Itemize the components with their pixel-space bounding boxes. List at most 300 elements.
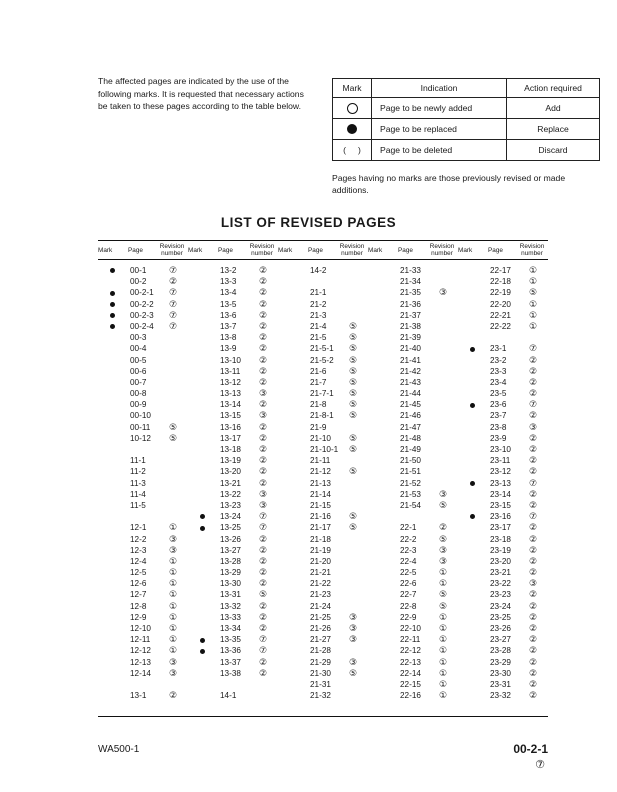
- page-id: 23-28: [490, 646, 511, 656]
- header-indication: Indication: [372, 79, 507, 98]
- marks-row-add: [333, 98, 600, 119]
- page-id: 21-7-1: [310, 389, 334, 399]
- revision-number: ⑤: [438, 499, 448, 510]
- revision-number: ⑦: [528, 511, 538, 522]
- mark-cell: ( ): [333, 140, 372, 161]
- revision-number: ①: [438, 634, 448, 645]
- revision-number: ②: [528, 388, 538, 399]
- revision-number: ⑤: [528, 287, 538, 298]
- revision-number: ②: [528, 533, 538, 544]
- revision-number: ③: [438, 544, 448, 555]
- revision-number: ②: [258, 320, 268, 331]
- revision-number: ①: [438, 656, 448, 667]
- page-id: 21-31: [310, 679, 331, 689]
- intro-text: The affected pages are indicated by the use of the following marks. It is requested that necessary actions be taken to these pages according to the table below.: [98, 76, 304, 111]
- page-id: 11-5: [130, 500, 146, 510]
- page-id: 13-21: [220, 478, 241, 488]
- revision-number: ①: [168, 589, 178, 600]
- page-id: 23-1: [490, 344, 507, 354]
- page-id: 21-39: [400, 333, 421, 343]
- page-id: 10-12: [130, 433, 151, 443]
- page-id: 13-33: [220, 612, 241, 622]
- page-id: 13-17: [220, 433, 241, 443]
- page-id: 13-38: [220, 668, 241, 678]
- page-id: 21-52: [400, 478, 421, 488]
- revision-number: ②: [258, 276, 268, 287]
- page-id: 21-12: [310, 467, 331, 477]
- page-id: 11-1: [130, 456, 146, 466]
- page-id: 21-6: [310, 366, 327, 376]
- page-id: 13-8: [220, 333, 237, 343]
- page-id: 21-14: [310, 489, 331, 499]
- revision-number: ③: [438, 488, 448, 499]
- revision-number: ①: [168, 567, 178, 578]
- revision-number: ①: [438, 578, 448, 589]
- revision-number: ⑦: [168, 309, 178, 320]
- page-id: 21-48: [400, 433, 421, 443]
- revision-number: ⑦: [168, 265, 178, 275]
- page-id: 00-1: [130, 266, 147, 275]
- page-id: 21-37: [400, 310, 421, 320]
- page-id: 00-2-2: [130, 299, 154, 309]
- page-id: 21-53: [400, 489, 421, 499]
- revision-number: ⑤: [348, 522, 358, 533]
- revision-number: ③: [348, 656, 358, 667]
- page-id: 22-13: [400, 657, 421, 667]
- page-id: 22-2: [400, 534, 417, 544]
- page-id: 23-16: [490, 512, 511, 522]
- revision-number: ①: [528, 298, 538, 309]
- page-id: 21-3: [310, 310, 327, 320]
- revision-number: ②: [528, 678, 538, 689]
- page-id: 21-47: [400, 422, 421, 432]
- page-id: 23-7: [490, 411, 507, 421]
- page-id: 23-13: [490, 478, 511, 488]
- page-id: 22-8: [400, 601, 417, 611]
- page-id: 21-45: [400, 400, 421, 410]
- revision-number: ②: [528, 667, 538, 678]
- page-id: 23-32: [490, 691, 511, 701]
- revision-number: ②: [258, 309, 268, 320]
- header-page-label: Page: [218, 247, 233, 254]
- page-id: 23-22: [490, 579, 511, 589]
- header-page-label: Page: [488, 247, 503, 254]
- page-id: 21-43: [400, 377, 421, 387]
- revision-number: ⑤: [438, 600, 448, 611]
- page-id: 22-22: [490, 321, 511, 331]
- page-id: 13-36: [220, 646, 241, 656]
- revision-number: ①: [438, 667, 448, 678]
- page-id: 00-3: [130, 333, 147, 343]
- revision-number: ⑤: [348, 343, 358, 354]
- revision-number: ⑤: [348, 388, 358, 399]
- revision-number: ②: [258, 578, 268, 589]
- page-id: 13-27: [220, 545, 241, 555]
- revision-number: ③: [438, 287, 448, 298]
- revision-number: ⑤: [348, 399, 358, 410]
- doc-code: WA500-1: [98, 744, 140, 755]
- revision-number: ③: [348, 634, 358, 645]
- replaced-mark-icon: [108, 287, 116, 298]
- page-id: 21-10-1: [310, 445, 339, 454]
- page-id: 00-6: [130, 366, 147, 376]
- revision-number: ⑦: [258, 522, 268, 533]
- revision-number: ②: [258, 365, 268, 376]
- revision-number: ②: [258, 533, 268, 544]
- page-id: 21-9: [310, 422, 327, 432]
- revision-number: ②: [258, 667, 268, 678]
- page-id: 13-7: [220, 321, 237, 331]
- page-id: 21-30: [310, 668, 331, 678]
- revision-number: ②: [258, 332, 268, 343]
- page-id: 00-2-3: [130, 310, 154, 320]
- revision-number: ②: [528, 466, 538, 477]
- page-id: 13-18: [220, 445, 241, 454]
- revision-number: ⑤: [348, 511, 358, 522]
- revision-number: ②: [528, 567, 538, 578]
- revision-number: ②: [258, 567, 268, 578]
- revision-number: ⑤: [348, 466, 358, 477]
- marks-legend-table: [332, 78, 600, 161]
- page-id: 21-28: [310, 646, 331, 656]
- page-id: 21-33: [400, 266, 421, 275]
- header-page-label: Page: [308, 247, 323, 254]
- page-id: 21-29: [310, 657, 331, 667]
- page-id: 13-26: [220, 534, 241, 544]
- page-id: 12-4: [130, 556, 147, 566]
- page-id: 21-54: [400, 500, 421, 510]
- revision-number: ①: [438, 690, 448, 701]
- page-id: 13-28: [220, 556, 241, 566]
- page-id: 12-12: [130, 646, 151, 656]
- page-id: 11-3: [130, 478, 146, 488]
- page-id: 12-10: [130, 624, 151, 633]
- revision-number: ②: [258, 376, 268, 387]
- revision-number: ②: [528, 600, 538, 611]
- revision-number: ③: [348, 623, 358, 633]
- header-mark: Mark: [333, 79, 372, 98]
- revision-number: ①: [438, 567, 448, 578]
- revision-number: ③: [258, 488, 268, 499]
- revision-number: ①: [168, 611, 178, 622]
- revision-number: ②: [528, 488, 538, 499]
- page-id: 13-12: [220, 377, 241, 387]
- marks-table-header: [333, 79, 600, 98]
- filled-circle-icon: [347, 124, 357, 134]
- page-id: 13-13: [220, 389, 241, 399]
- revision-number: ⑤: [348, 354, 358, 365]
- page-id: 23-2: [490, 355, 507, 365]
- page-id: 21-44: [400, 389, 421, 399]
- page-id: 14-2: [310, 266, 327, 275]
- mark-cell: [333, 119, 372, 140]
- page-id: 12-2: [130, 534, 147, 544]
- revision-number: ①: [168, 522, 178, 533]
- action-cell: Add: [507, 98, 600, 119]
- page-id: 21-11: [310, 456, 331, 466]
- page-id: 21-19: [310, 545, 331, 555]
- revision-number: ⑦: [258, 645, 268, 656]
- revision-number: ②: [528, 656, 538, 667]
- page-id: 23-4: [490, 377, 507, 387]
- revision-number: ②: [528, 555, 538, 566]
- revision-number: ①: [168, 600, 178, 611]
- indication-cell: Page to be deleted: [372, 140, 507, 161]
- revision-number: ①: [528, 320, 538, 331]
- page-id: 23-21: [490, 568, 511, 578]
- page-id: 23-17: [490, 523, 511, 533]
- page-id: 13-11: [220, 366, 241, 376]
- revision-number: ①: [528, 276, 538, 287]
- page-id: 13-24: [220, 512, 241, 522]
- page-id: 13-22: [220, 489, 241, 499]
- page-id: 21-40: [400, 344, 421, 354]
- header-page-label: Page: [128, 247, 143, 254]
- revision-number: ③: [168, 533, 178, 544]
- header-revision-label: Revision number: [339, 243, 365, 257]
- revision-number: ⑤: [348, 667, 358, 678]
- revision-number: ②: [528, 365, 538, 376]
- page-id: 22-11: [400, 635, 421, 645]
- page-id: 22-19: [490, 288, 511, 298]
- revision-number: ②: [528, 499, 538, 510]
- indication-cell: Page to be newly added: [372, 98, 507, 119]
- page-id: 23-5: [490, 389, 507, 399]
- page-id: 12-6: [130, 579, 147, 589]
- revision-number: ⑦: [258, 511, 268, 522]
- revision-number: ⑦: [168, 287, 178, 298]
- page-id: 22-16: [400, 691, 421, 701]
- header-rule: [98, 259, 548, 260]
- page-id: 21-15: [310, 500, 331, 510]
- replaced-mark-icon: [468, 399, 476, 410]
- revision-number: ⑦: [168, 320, 178, 331]
- page-id: 23-3: [490, 366, 507, 376]
- header-mark-label: Mark: [188, 247, 203, 254]
- page-id: 13-16: [220, 422, 241, 432]
- revision-number: ①: [168, 645, 178, 656]
- page-id: 13-30: [220, 579, 241, 589]
- page-id: 23-25: [490, 612, 511, 622]
- revision-number: ⑤: [348, 432, 358, 443]
- replaced-mark-icon: [108, 299, 116, 310]
- revision-number: ②: [528, 432, 538, 443]
- revision-number: ①: [168, 578, 178, 589]
- page-id: 21-42: [400, 366, 421, 376]
- page-id: 12-1: [130, 523, 147, 533]
- replaced-mark-icon: [108, 321, 116, 332]
- revision-number: ②: [258, 656, 268, 667]
- revision-number: ②: [258, 421, 268, 432]
- page-id: 21-20: [310, 556, 331, 566]
- replaced-mark-icon: [108, 310, 116, 321]
- page-id: 21-10: [310, 433, 331, 443]
- revision-number: ⑤: [168, 421, 178, 432]
- header-revision-label: Revision number: [519, 243, 545, 257]
- revision-number: ②: [258, 455, 268, 466]
- header-page-label: Page: [398, 247, 413, 254]
- revision-number: ⑦: [258, 634, 268, 645]
- page-id: 00-10: [130, 411, 151, 421]
- revision-number: ②: [528, 645, 538, 656]
- page-id: 12-9: [130, 612, 147, 622]
- revision-number: ③: [348, 611, 358, 622]
- bottom-rule: [98, 716, 548, 717]
- revision-number: ⑤: [258, 589, 268, 600]
- page-id: 00-8: [130, 389, 147, 399]
- page-id: 13-37: [220, 657, 241, 667]
- page-id: 23-8: [490, 422, 507, 432]
- header-revision-label: Revision number: [159, 243, 185, 257]
- revision-number: ⑤: [348, 444, 358, 454]
- page-id: 13-35: [220, 635, 241, 645]
- revision-number: ②: [258, 444, 268, 454]
- page-id: 13-9: [220, 344, 237, 354]
- page-number: 00-2-1: [513, 742, 548, 756]
- page-id: 22-4: [400, 556, 417, 566]
- page-id: 23-29: [490, 657, 511, 667]
- page-id: 11-4: [130, 489, 146, 499]
- page-id: 21-36: [400, 299, 421, 309]
- page-id: 13-32: [220, 601, 241, 611]
- header-revision-label: Revision number: [249, 243, 275, 257]
- page-id: 21-41: [400, 355, 421, 365]
- page-id: 13-34: [220, 624, 241, 633]
- revision-number: ⑦: [528, 477, 538, 488]
- page-id: 23-27: [490, 635, 511, 645]
- revision-number: ③: [528, 421, 538, 432]
- page-id: 12-3: [130, 545, 147, 555]
- replaced-mark-icon: [468, 478, 476, 489]
- page-id: 23-26: [490, 624, 511, 633]
- replaced-mark-icon: [198, 522, 206, 533]
- revision-number: ②: [258, 555, 268, 566]
- page-id: 00-11: [130, 422, 151, 432]
- revision-number: ①: [438, 623, 448, 633]
- page-id: 21-51: [400, 467, 421, 477]
- revision-number: ②: [258, 343, 268, 354]
- page-revision: ⑦: [535, 759, 545, 771]
- revision-number: ②: [258, 298, 268, 309]
- page-id: 21-2: [310, 299, 327, 309]
- page-id: 12-14: [130, 668, 151, 678]
- page-id: 22-6: [400, 579, 417, 589]
- page-id: 21-5-2: [310, 355, 334, 365]
- revision-number: ②: [528, 354, 538, 365]
- page-id: 21-27: [310, 635, 331, 645]
- page-id: 12-8: [130, 601, 147, 611]
- page-id: 13-1: [130, 691, 147, 701]
- page-id: 23-6: [490, 400, 507, 410]
- revision-number: ②: [528, 544, 538, 555]
- page-id: 21-4: [310, 321, 327, 331]
- page-id: 21-8: [310, 400, 327, 410]
- page-id: 23-11: [490, 456, 511, 466]
- marks-row-discard: [333, 140, 600, 161]
- revision-number: ②: [258, 600, 268, 611]
- page-id: 21-25: [310, 612, 331, 622]
- replaced-mark-icon: [468, 343, 476, 354]
- revision-number: ①: [438, 611, 448, 622]
- page-id: 00-2-4: [130, 321, 154, 331]
- page-id: 22-5: [400, 568, 417, 578]
- revision-number: ⑤: [168, 432, 178, 443]
- page-id: 13-29: [220, 568, 241, 578]
- page-id: 23-19: [490, 545, 511, 555]
- header-action: Action required: [507, 79, 600, 98]
- page-id: 21-18: [310, 534, 331, 544]
- page-id: 23-18: [490, 534, 511, 544]
- revision-number: ①: [168, 555, 178, 566]
- revision-number: ②: [528, 634, 538, 645]
- page-id: 23-31: [490, 679, 511, 689]
- revision-number: ②: [528, 376, 538, 387]
- page-id: 21-38: [400, 321, 421, 331]
- header-mark-label: Mark: [98, 247, 113, 254]
- page-id: 12-5: [130, 568, 147, 578]
- page-id: 00-7: [130, 377, 147, 387]
- revision-number: ⑤: [348, 320, 358, 331]
- revision-number: ②: [258, 477, 268, 488]
- page-id: 21-34: [400, 277, 421, 287]
- page-id: 13-2: [220, 266, 237, 275]
- page-id: 23-24: [490, 601, 511, 611]
- no-marks-note: Pages having no marks are those previously revised or made additions.: [332, 173, 566, 195]
- revision-number: ⑤: [348, 376, 358, 387]
- page-id: 22-12: [400, 646, 421, 656]
- page-id: 22-21: [490, 310, 511, 320]
- revision-number: ②: [528, 623, 538, 633]
- revision-number: ②: [168, 690, 178, 701]
- page-id: 21-49: [400, 445, 421, 454]
- page-id: 22-10: [400, 624, 421, 633]
- revision-number: ⑦: [528, 343, 538, 354]
- page-id: 14-1: [220, 691, 237, 701]
- revision-number: ②: [528, 690, 538, 701]
- page-id: 13-4: [220, 288, 237, 298]
- open-circle-icon: [347, 103, 358, 114]
- page-id: 21-26: [310, 624, 331, 633]
- page-id: 13-10: [220, 355, 241, 365]
- page-id: 22-18: [490, 277, 511, 287]
- page-id: 21-1: [310, 288, 327, 298]
- revision-number: ②: [258, 544, 268, 555]
- replaced-mark-icon: [198, 645, 206, 656]
- page-id: 21-24: [310, 601, 331, 611]
- top-rule: [98, 240, 548, 241]
- page-id: 21-35: [400, 288, 421, 298]
- page-id: 23-15: [490, 500, 511, 510]
- action-cell: Replace: [507, 119, 600, 140]
- page-id: 21-8-1: [310, 411, 334, 421]
- revision-number: ⑤: [438, 533, 448, 544]
- page-id: 00-4: [130, 344, 147, 354]
- page-id: 21-16: [310, 512, 331, 522]
- page-id: 13-14: [220, 400, 241, 410]
- revision-number: ③: [528, 578, 538, 589]
- list-title: LIST OF REVISED PAGES: [220, 215, 397, 230]
- page-id: 21-22: [310, 579, 331, 589]
- page-id: 23-23: [490, 590, 511, 600]
- revision-number: ②: [528, 455, 538, 466]
- revision-number: ①: [528, 309, 538, 320]
- page-id: 21-23: [310, 590, 331, 600]
- marks-row-replace: [333, 119, 600, 140]
- revision-number: ③: [168, 667, 178, 678]
- page-id: 00-2: [130, 277, 147, 287]
- page-id: 23-20: [490, 556, 511, 566]
- replaced-mark-icon: [198, 634, 206, 645]
